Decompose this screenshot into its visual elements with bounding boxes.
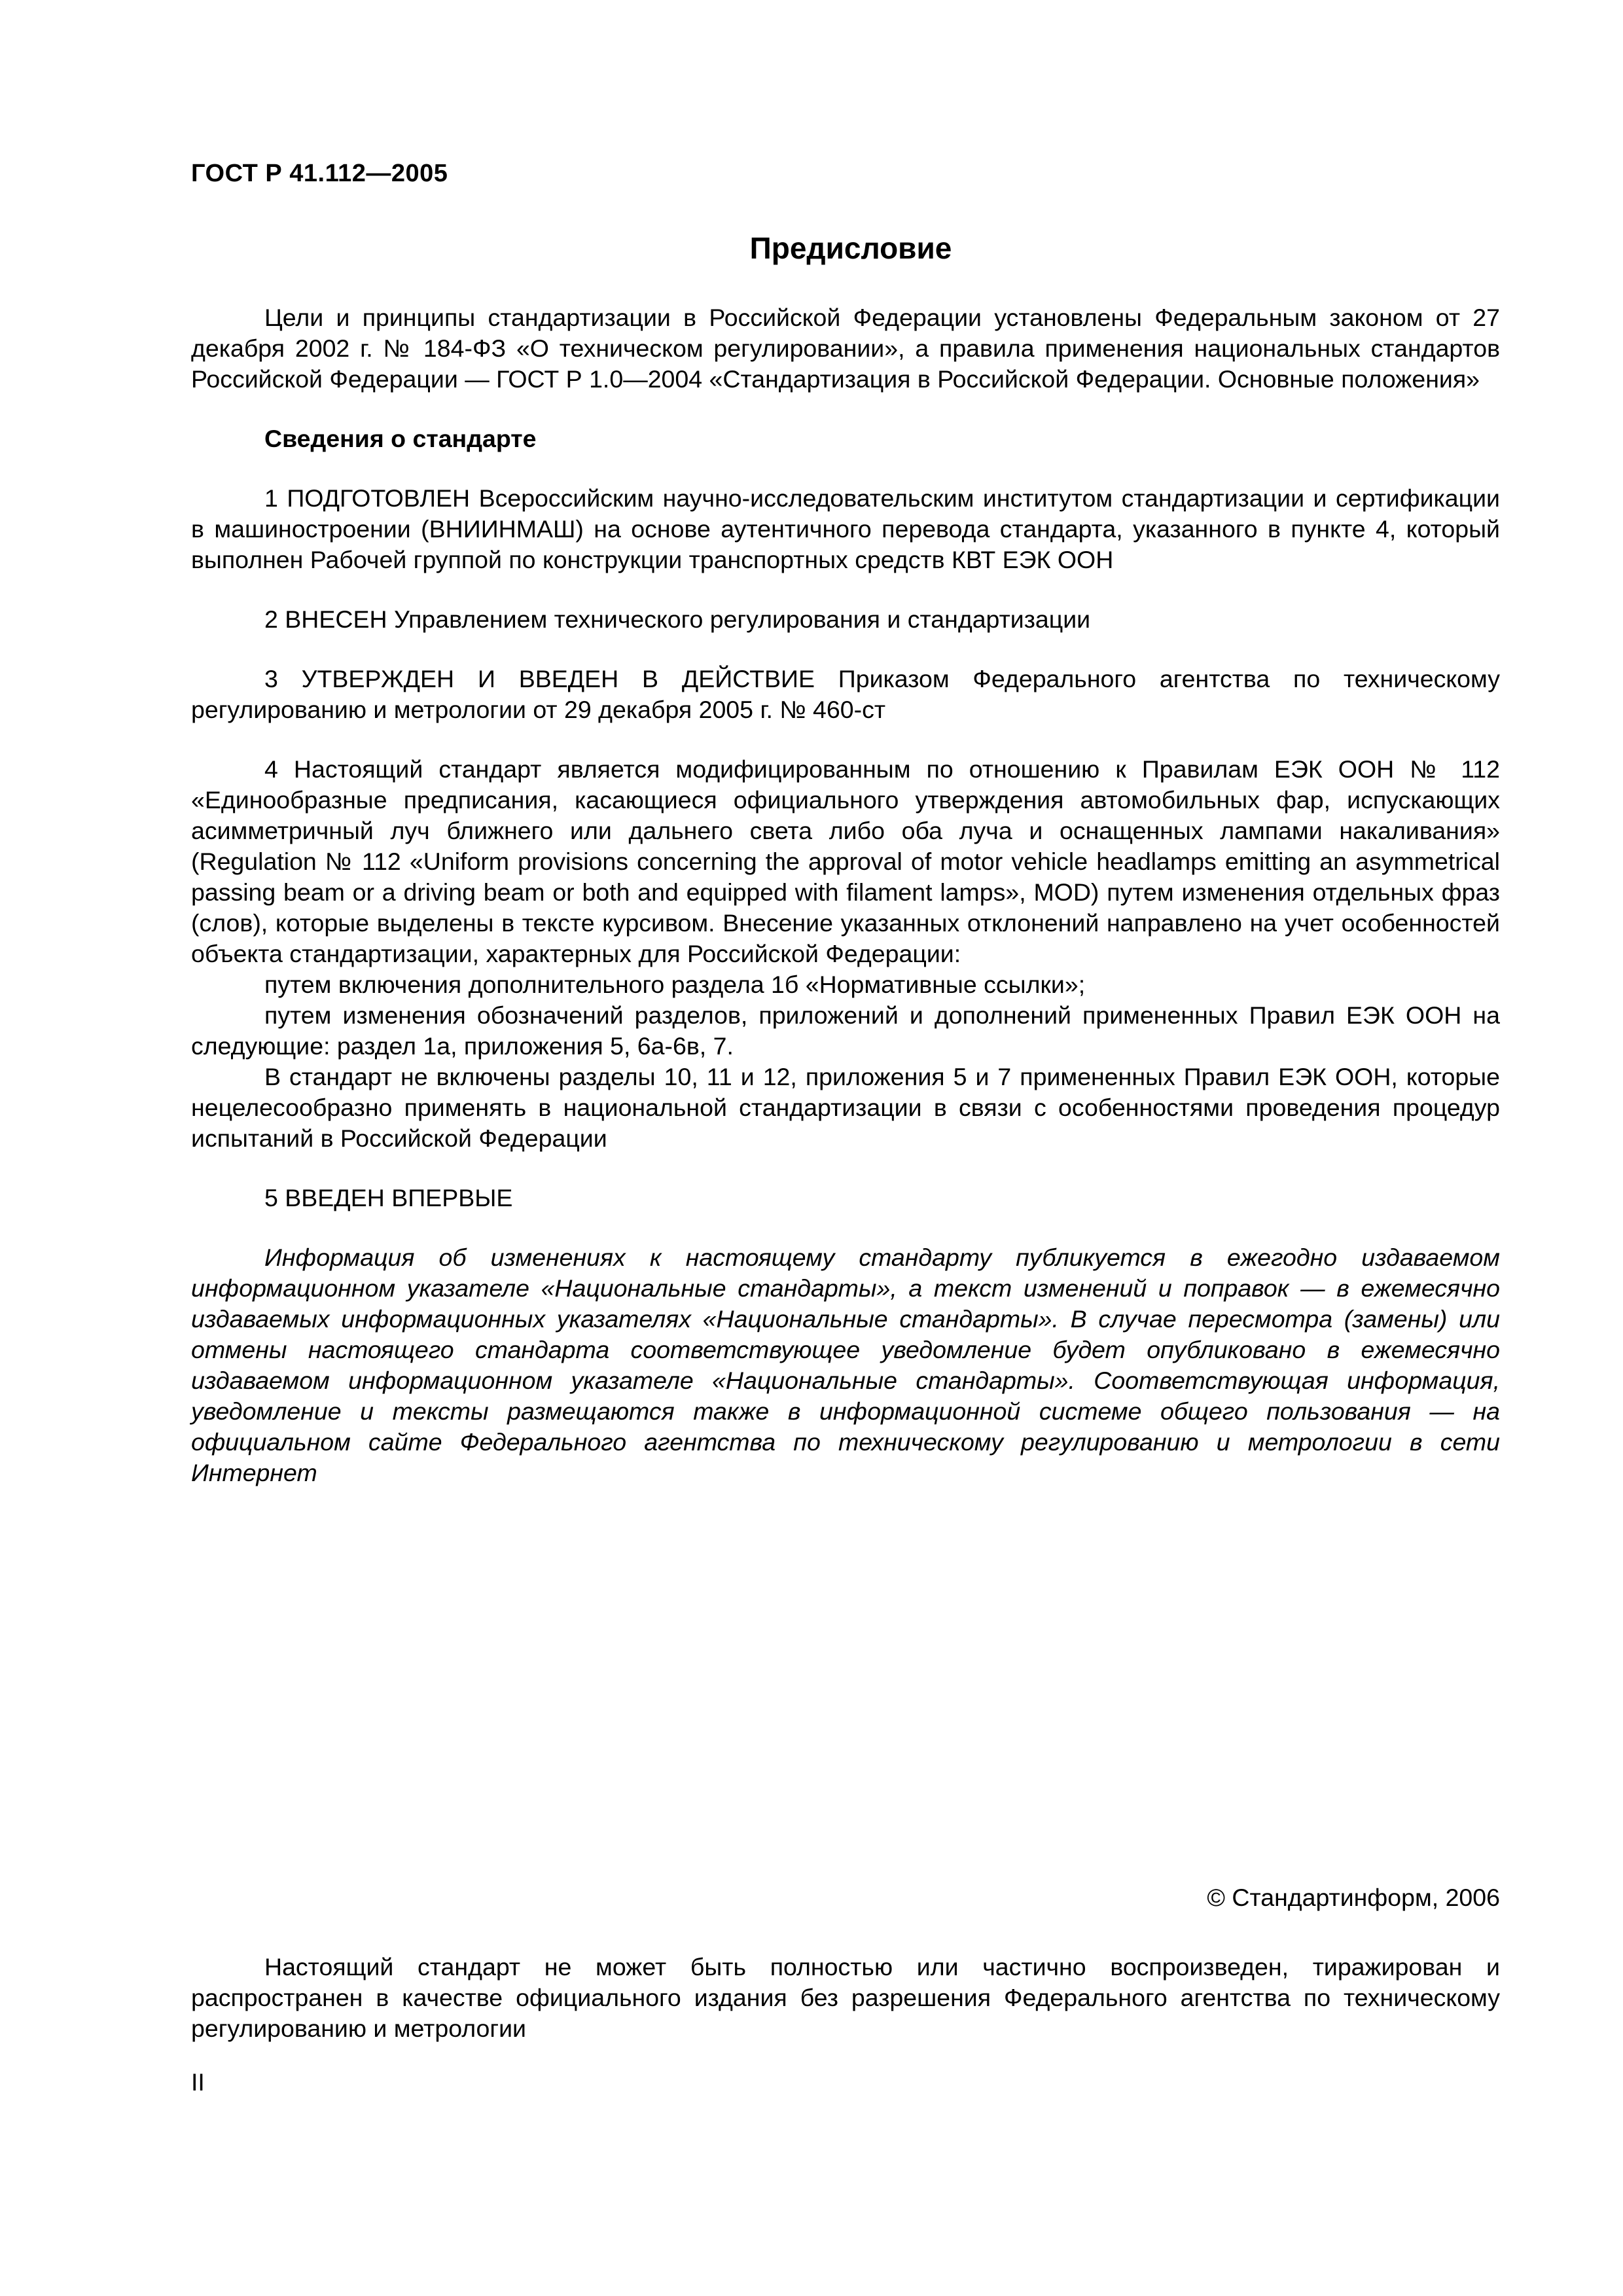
item-5-paragraph: 5 ВВЕДЕН ВПЕРВЫЕ bbox=[264, 1184, 513, 1211]
reproduction-notice: Настоящий стандарт не может быть полностью или частично воспроизведен, тиражирован и распространен в качестве официального издания без разрешения Федерального агентства по техническому регулированию и метрологии bbox=[191, 1953, 1500, 2042]
copyright-notice: © Стандартинформ, 2006 bbox=[1207, 1884, 1500, 1911]
item-4-sub-b: путем изменения обозначений разделов, приложений и дополнений примененных Правил ЕЭК ООН на следующие: раздел 1а, приложения 5, 6а-6в, 7. bbox=[191, 1001, 1500, 1060]
changes-info-paragraph: Информация об изменениях к настоящему стандарту публикуется в ежегодно издаваемом информационном указателе «Национальные стандарты», а текст изменений и поправок — в ежемесячно издаваемых информационных указателях «Национальные стандарты». В случае пересмотра (замены) или отмены настоящего стандарта соответствующее уведомление будет опубликовано в ежемесячно издаваемом информационном указателе «Национальные стандарты». Соответствующая информация, уведомление и тексты размещаются также в информационной системе общего пользования — на официальном сайте Федерального агентства по техническому регулированию и метрологии в сети Интернет bbox=[191, 1244, 1500, 1486]
item-4-paragraph: 4 Настоящий стандарт является модифицированным по отношению к Правилам ЕЭК ООН № 112 «Единообразные предписания, касающиеся официального утверждения автомобильных фар, испускающих асимметричный луч ближнего или дальнего света либо оба луча и оснащенных лампами накаливания» (Regulation № 112 «Uniform provisions concerning the approval of motor vehicle headlamps emitting an asymmetrical passing beam or a driving beam or both and equipped with filament lamps», MOD) путем изменения отдельных фраз (слов), которые выделены в тексте курсивом. Внесение указанных отклонений направлено на учет особенностей объекта стандартизации, характерных для Российской Федерации: bbox=[191, 755, 1500, 967]
item-3-paragraph: 3 УТВЕРЖДЕН И ВВЕДЕН В ДЕЙСТВИЕ Приказом Федерального агентства по техническому регулированию и метрологии от 29 декабря 2005 г. № 460-ст bbox=[191, 665, 1500, 723]
item-4-sub-a: путем включения дополнительного раздела 1б «Нормативные ссылки»; bbox=[264, 971, 1086, 998]
intro-paragraph: Цели и принципы стандартизации в Российской Федерации установлены Федеральным законом от 27 декабря 2002 г. № 184-ФЗ «О техническом регулировании», а правила применения национальных стандартов Российской Федерации — ГОСТ Р 1.0—2004 «Стандартизация в Российской Федерации. Основные положения» bbox=[191, 304, 1500, 393]
page-number: II bbox=[191, 2068, 205, 2096]
page-title: Предисловие bbox=[749, 231, 952, 265]
info-heading: Сведения о стандарте bbox=[264, 425, 537, 452]
item-4-sub-c: В стандарт не включены разделы 10, 11 и 12, приложения 5 и 7 примененных Правил ЕЭК ООН, которые нецелесообразно применять в национальной стандартизации в связи с особенностями проведения процедур испытаний в Российской Федерации bbox=[191, 1063, 1500, 1152]
standard-code: ГОСТ Р 41.112—2005 bbox=[191, 160, 448, 187]
document-body bbox=[191, 302, 1500, 1488]
item-2-paragraph: 2 ВНЕСЕН Управлением технического регулирования и стандартизации bbox=[264, 605, 1091, 633]
item-1-paragraph: 1 ПОДГОТОВЛЕН Всероссийским научно-исследовательским институтом стандартизации и сертификации в машиностроении (ВНИИНМАШ) на основе аутентичного перевода стандарта, указанного в пункте 4, который выполнен Рабочей группой по конструкции транспортных средств КВТ ЕЭК ООН bbox=[191, 484, 1500, 573]
